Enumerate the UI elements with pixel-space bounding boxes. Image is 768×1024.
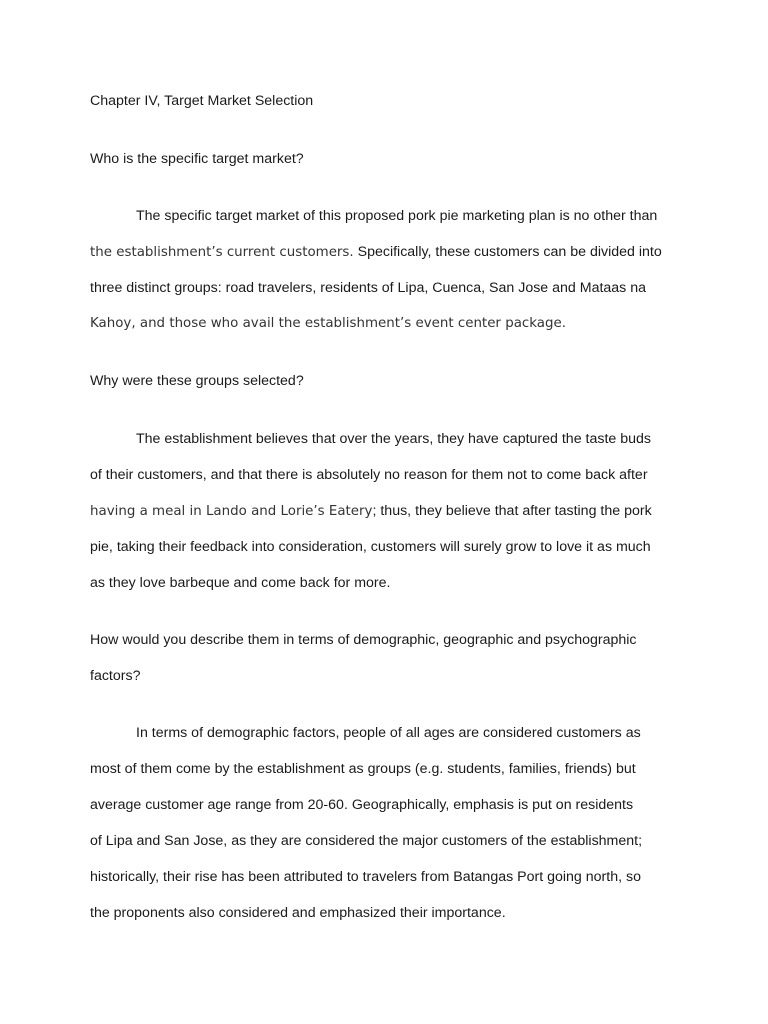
text-segment: Specifically, these customers can be divided into bbox=[353, 244, 662, 260]
text-segment: having a meal in Lando and Lorie’s Eatery bbox=[90, 504, 373, 519]
paragraph-line bbox=[90, 243, 662, 262]
paragraph-line: three distinct groups: road travelers, residents of Lipa, Cuenca, San Jose and Mataas na bbox=[90, 280, 646, 296]
text-segment: the establishment’s current customers. bbox=[90, 245, 354, 260]
paragraph-line: pie, taking their feedback into consideration, customers will surely grow to love it as much bbox=[90, 539, 651, 555]
paragraph-line: In terms of demographic factors, people of all ages are considered customers as bbox=[136, 725, 641, 741]
chapter-title: Chapter IV, Target Market Selection bbox=[90, 93, 314, 109]
question-why-selected: Why were these groups selected? bbox=[90, 373, 304, 389]
question-target-market: Who is the specific target market? bbox=[90, 151, 304, 167]
text-segment: ; thus, they believe that after tasting the pork bbox=[372, 503, 652, 519]
paragraph-line: historically, their rise has been attributed to travelers from Batangas Port going north, so bbox=[90, 869, 641, 885]
question-line: How would you describe them in terms of demographic, geographic and psychographic bbox=[90, 632, 637, 648]
paragraph-line: the proponents also considered and emphasized their importance. bbox=[90, 905, 506, 921]
paragraph-line: The establishment believes that over the years, they have captured the taste buds bbox=[136, 431, 651, 447]
paragraph-line: average customer age range from 20-60. Geographically, emphasis is put on residents bbox=[90, 797, 634, 813]
paragraph-line bbox=[90, 502, 652, 521]
paragraph-line: of their customers, and that there is absolutely no reason for them not to come back after bbox=[90, 467, 648, 483]
paragraph-line: of Lipa and San Jose, as they are considered the major customers of the establishment; bbox=[90, 833, 643, 849]
paragraph-line: Kahoy, and those who avail the establishment’s event center package. bbox=[90, 316, 566, 331]
question-line: factors? bbox=[90, 668, 141, 684]
paragraph-line: most of them come by the establishment as groups (e.g. students, families, friends) but bbox=[90, 761, 636, 777]
paragraph-line: The specific target market of this proposed pork pie marketing plan is no other than bbox=[136, 208, 658, 224]
paragraph-line: as they love barbeque and come back for more. bbox=[90, 575, 391, 591]
